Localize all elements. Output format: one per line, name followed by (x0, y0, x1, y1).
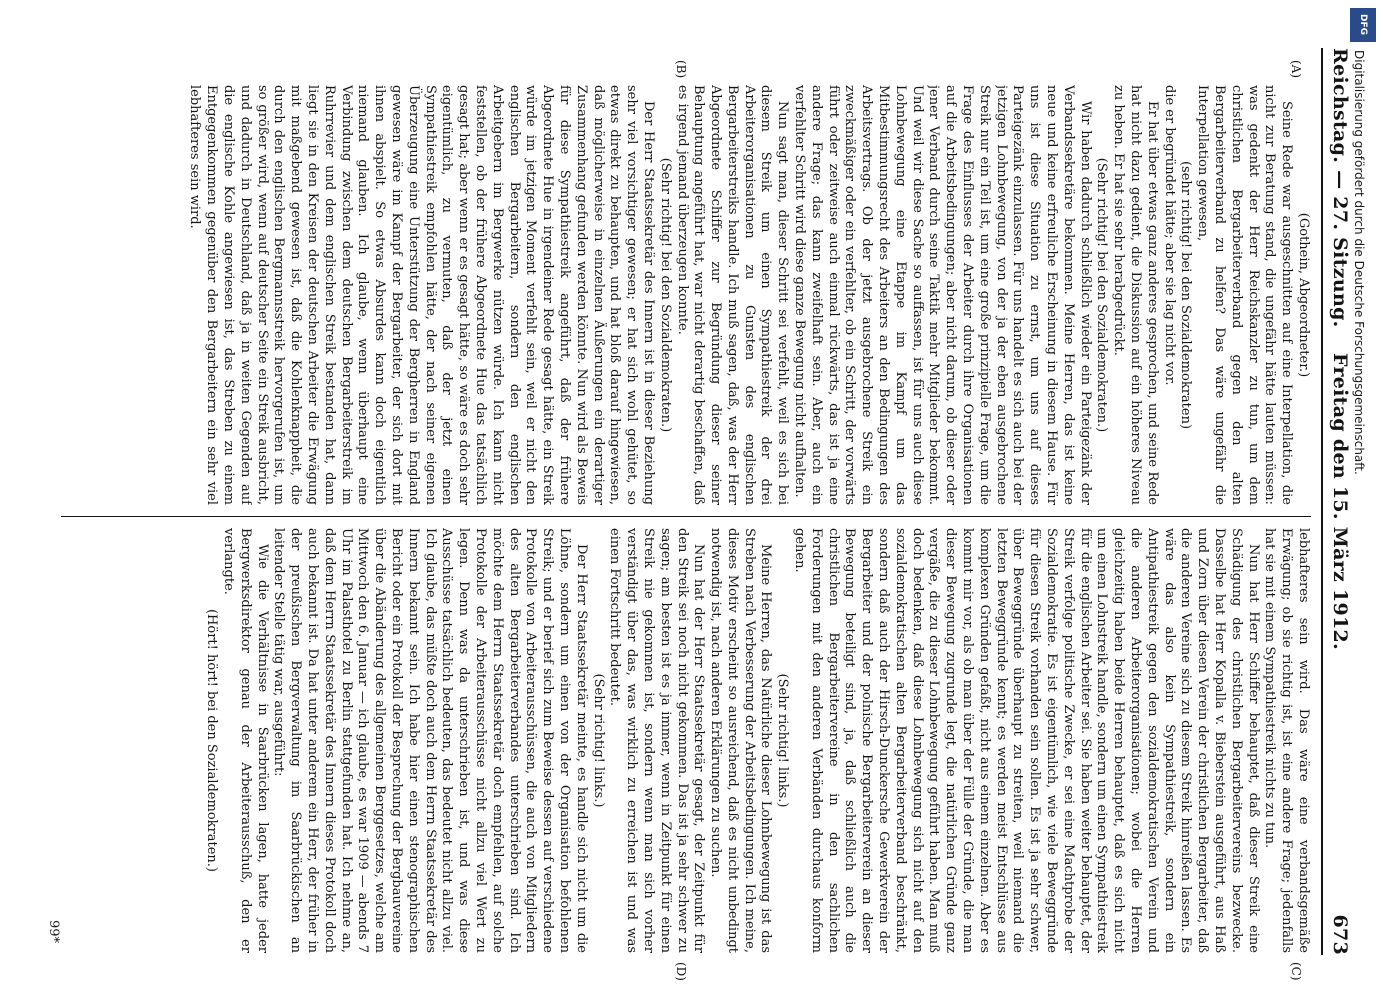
paragraph: Meine Herren, das Natürliche dieser Lohnbewegung ist das Streben nach Verbesserung der Arbeitsbedingungen. Ich meine, dieses Motiv erscheint so ausreichend, daß es nicht unbedingt notwendig ist, nach anderen Erklärungen zu suchen. (708, 528, 774, 953)
text-column-left (61, 85, 1311, 505)
credit-text: Digitalisierung gefördert durch die Deutsche Forschungsgemeinschaft. (1352, 50, 1366, 475)
header-date: Freitag den 15. März 1912. (1329, 353, 1351, 650)
page-number: 673 (1329, 914, 1351, 955)
text-column-right (61, 528, 1311, 953)
column-divider (61, 516, 1311, 517)
paragraph: Wir haben dadurch schließlich wieder ein Parteigezänk der Verbandssekretäre bekommen. Meine Herren, das ist keine neue und keine erfreuliche Erscheinung in diesem Hause. Für uns ist diese Situation zu ernst, um uns auf dieses Parteigezänk einzulassen. Für uns handelt es sich auch bei der jetzigen Lohnbewegung, von der ja der eben ausgebrochene Streik nur ein Teil ist, um eine große prinzipielle Frage, um die Frage des Einflusses der Arbeiter durch ihre Organisationen auf die Arbeitsbedingungen; aber nicht darum, ob dieser oder jener Verband durch seine Taktik mehr Mitglieder bekommt. Und weil wir diese Sache so auffassen, ist für uns auch diese Lohnbewegung eine Etappe im Kampf um das Mitbestimmungsrecht des Arbeiters an den Bedingungen des Arbeitsvertrags. Ob der jetzt ausgebrochene Streik ein zweckmäßiger oder ein verfehlter, ob ein Schritt, der vorwärts führt oder zeitweise auch einmal rückwärts, das ist ja eine andere Frage; das kann zweifelhaft sein. Aber, auch ein verfehlter Schritt wird diese ganze Bewegung nicht aufhalten. (792, 85, 1093, 505)
interjection: (Sehr richtig! links.) (775, 673, 791, 808)
paragraph: Nun sagt man, dieser Schritt sei verfehlt, weil es sich bei diesem Streik um einen Sympathiestreik der drei Arbeiterorganisationen zu Gunsten des englischen Bergarbeiterstreiks handle. Ich muß sagen, daß, was der Herr Abgeordnete Schiffer zur Begründung dieser seiner Behauptung angeführt hat, war nicht derartig beschaffen, daß es irgend jemand überzeugen konnte. (674, 85, 791, 505)
paragraph: Nun hat der Herr Staatssekretär gesagt, der Zeitpunkt für den Streik sei noch nicht gekommen. Das ist ja sehr schwer zu sagen; am besten ist es ja immer, wenn in Zeitpunkt für einen Streik nie gekommen ist, sondern wenn man sich vorher verständigt über das, was wirklich zu erreichen ist und was einen Fortschritt bedeutet. (607, 528, 707, 953)
speaker-note: (Gothein, Abgeordneter.) (1296, 212, 1311, 378)
paragraph: Der Herr Staatssekretär des Innern ist in dieser Beziehung sehr viel vorsichtiger gewesen; er hat sich wohl gehütet, so etwas direkt zu behaupten, und hat bloß darauf hingewiesen, daß möglicherweise in einzelnen Äußerungen ein derartiger Zusammenhang gefunden werden könnte. Nun wird als Beweis für diese Sympathiestreik angeführt, daß der frühere Abgeordnete Hue in irgendeiner Rede gesagt hätte, ein Streik würde im jetzigen Moment verfehlt sein, weil er nicht den englischen Bergarbeitern, sondern den englischen Arbeitgebern im Bergwerke nützen würde. Ich kann nicht feststellen, ob der frühere Abgeordnete Hue das tatsächlich gesagt hat; aber wenn er es gesagt hätte, so wäre es doch sehr eigentümlich, zu vermuten, daß der jetzt einen Sympathiestreik empfohlen hätte, der nach seiner eigenen Überzeugung eine Unterstützung der Bergherren in England gewesen wäre im Kampf der Bergarbeiter, der sich dort mit ihnen abspielt. So etwas Absurdes kann doch eigentlich niemand glauben. Ich glaube, wenn überhaupt eine Verbindung zwischen dem deutschen Bergarbeiterstreik im Ruhrrevier und dem englischen Streik bestanden hat, dann liegt sie in den Kreisen der deutschen Arbeiter die Erwägung mit maßgebend gewesen ist, daß die Kohlenknappheit, die durch den englischen Bergmannsstreik hervorgerufen ist, um so größer wird, wenn auf deutscher Seite ein Streik ausbricht, und dadurch in Deutschland, daß ja in weiten Gegenden auf die englische Kohle angewiesen ist, das Streben zu einem Entgegenkommen gegenüber den Bergarbeitern ein sehr viel lebhafteres sein wird. (187, 85, 656, 505)
paragraph: die er begründet hätte; aber sie lag nicht vor. (1161, 85, 1177, 386)
document-page (33, 0, 1383, 1000)
margin-marker-d: (D) (674, 962, 688, 981)
dfg-logo-icon: DFG (1350, 8, 1376, 42)
printer-signature: 99* (46, 920, 61, 944)
interjection: (Hört! hört! bei den Sozialdemokraten.) (204, 608, 220, 872)
quoted-paragraph: Wie die Verhältnisse in Saarbrücken lagen, hatte jeder Bergwerksdirektor genau der Arbeiterausschuß, den er verlangte. (221, 528, 270, 953)
interjection: (sehr richtig! bei den Sozialdemokraten) (1178, 160, 1194, 430)
paragraph: Seine Rede war ausgeschnitten auf eine Interpellation, die nicht zur Beratung stand, die ungefähr hätte lauten müssen: was gedenkt der Herr Reichskanzler zu tun, um dem christlichen Bergarbeiterverband gegen den alten Bergarbeiterverband zu helfen? Das wäre ungefähr die Interpellation gewesen, (1195, 85, 1295, 505)
paragraph: Er hat über etwas ganz anderes gesprochen, und seine Rede hat nicht dazu gedient, die Diskussion auf ein höheres Niveau zu heben. Er hat sie sehr herabgedrückt. (1111, 85, 1160, 505)
margin-marker-c: (C) (1289, 962, 1303, 981)
paragraph: Der Herr Staatssekretär meinte, es handle sich nicht um die Löhne, sondern um einen von der Organisation befohlenen Streik; und er berief sich zum Beweise dessen auf verschiedene Protokolle von Arbeiterausschüssen, die auch von Mitgliedern des alten Bergarbeiterverbandes unterschrieben sind. Ich möchte dem Herrn Staatssekretär doch empfehlen, auf solche Protokolle der Arbeiterausschüsse nicht allzu viel Wert zu legen. Denn was da unterschrieben ist, und was diese Ausschüsse tatsächlich bedeuten, das bedeutet nicht allzu viel. Ich glaube, das müßte doch auch dem Herrn Staatssekretär des Innern bekannt sein. Ich habe hier einen stenographischen Bericht oder ein Protokoll der Besprechung der Bergbauvereine über die Abänderung des allgemeinen Berggesetzes, welche am Mittwoch den 6. Januar — ich glaube, es war 1909 — abends 7 Uhr im Palasthotel zu Berlin stattgefunden hat. Ich nehme an, daß dem Herrn Staatssekretär des Innern dieses Protokoll doch auch bekannt ist. Da hat unter anderem ein Herr, der früher in der preußischen Bergverwaltung im Saarbrückischen an leitender Stelle tätig war, ausgeführt: (271, 528, 589, 953)
interjection: (Sehr richtig! bei den Sozialdemokraten.) (657, 157, 673, 433)
paragraph: Nun hat Herr Schiffer behauptet, daß dieser Streik eine Schädigung des christlichen Bergarbeitervereins bezwecke. Dasselbe hat Herr Kopalla v. Bieberstein ausgeführt, aus Haß und Zorn über diesen Verein der christlichen Bergarbeiter, daß die anderen Vereine sich zu diesem Streik hinreißen lassen. Es wäre das also kein Sympathiestreik, sondern ein Antipathiestreik gegen den sozialdemokratischen Verein und die anderen Arbeiterorganisationen; wobei die Herren gleichzeitig haben beide Herren behauptet, daß es sich nicht um einen Lohnstreik handle, sondern um einen Sympathiestreik für die englischen Arbeiter sei. Sie haben weiter behauptet, der Streik verfolge politische Zwecke, er sei eine Machtprobe der Sozialdemokratie. Es ist eigentümlich, wie viele Beweggründe für diesen Streik vorhanden sein sollen. Es ist ja sehr schwer, über Beweggründe überhaupt zu streiten, weil niemand die letzten Beweggründe kennt; es werden meist Entschlüsse aus komplexen Gründen gefaßt, nicht aus einem einzelnen. Aber es kommt mir vor, als ob man über der Fülle der Gründe, die man dieser Bewegung zugrunde legt, die natürlichen Gründe ganz vergäße, die zu dieser Lohnbewegung geführt haben. Man muß doch bedenken, daß diese Lohnbewegung sich nicht auf den sozialdemokratischen alten Bergarbeiterverband beschränkt, sondern daß auch der Hirsch-Dunckersche Gewerkverein der Bergarbeiter und der polnische Bergarbeiterverein an dieser Bewegung beteiligt sind, ja, daß schließlich auch die christlichen Bergarbeitervereine in den sachlichen Forderungen mit den anderen Verbänden durchaus konform gehen. (792, 528, 1261, 953)
interjection: (Sehr richtig! links.) (590, 673, 606, 808)
header-session: Reichstag. — 27. Sitzung. (1329, 48, 1351, 328)
margin-marker-b: (B) (674, 60, 688, 79)
digitization-credit (1348, 8, 1378, 708)
interjection: (Sehr richtig! bei den Sozialdemokraten.) (1094, 157, 1110, 433)
margin-marker-a: (A) (1289, 60, 1303, 79)
paragraph: lebhafteres sein wird. Das wäre eine verbandsgemäße Erwägung; ob sie richtig ist, ist eine andere Frage; jedenfalls hat sie mit einem Sympathiestreik nichts zu tun. (1262, 528, 1311, 953)
